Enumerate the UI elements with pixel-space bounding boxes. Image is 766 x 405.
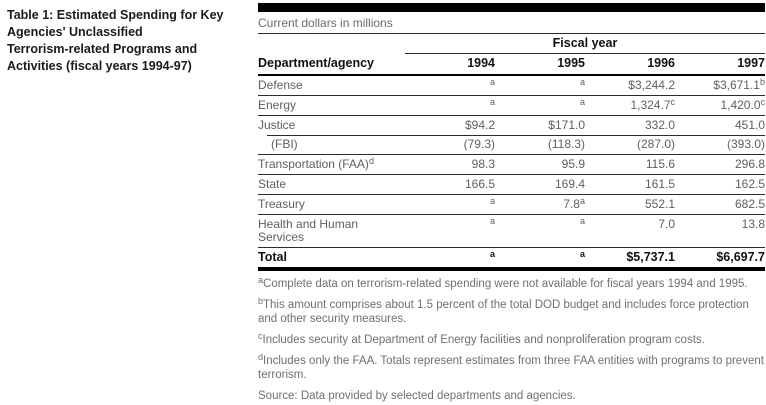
table-row-justice: Justice $94.2 $171.0 332.0 451.0 [258,115,765,135]
source-line: Source: Data provided by selected departments and agencies. [258,390,576,402]
column-header-department: Department/agency [258,56,375,70]
table-row-defense: Defense $^a$ $^a$ $3,244.2 $3,671.1$^b$ [258,77,765,92]
table-caption-line: Agencies' Unclassified [7,25,143,39]
spending-table [258,3,765,403]
table-row-energy: Energy $^a$ $^a$ 1,324.7$^c$ 1,420.0$^c$ [258,95,765,115]
table-row-fbi: (FBI) (79.3) (118.3) (287.0) (393.0) [258,135,765,154]
footnote-marker: a [579,77,585,87]
row-label: (FBI) [271,137,298,151]
fiscal-year-spanner [405,34,765,54]
row-label: Transportation (FAA) [258,157,369,171]
table-caption-line: Activities (fiscal years 1994-97) [7,59,192,73]
footnote-marker: a [579,97,585,107]
row-label-line2: Services [258,230,305,244]
footnote-marker: d [258,352,264,362]
footnote-b: $^b$This amount comprises about 1.5 percent of the total DOD budget and includes force protection and other security measures. [258,296,749,325]
footnote-marker: b [258,296,264,306]
table-row-treasury: Treasury $^a$ 7.8$^a$ 552.1 682.5 [258,194,765,214]
units-label: Current dollars in millions [258,16,765,34]
row-label: Energy [258,98,297,112]
row-label: Defense [258,78,303,92]
table-caption-line: Terrorism-related Programs and [7,42,198,56]
footnote-marker: a [489,196,495,206]
table-row-health-human-services: Health and Human Services $^a$ $^a$ 7.0 13.8 [258,214,765,247]
row-label: State [258,177,287,191]
footnote-marker: a [579,196,585,206]
fiscal-year-label: Fiscal year [552,36,618,50]
table-caption-line: Table 1: Estimated Spending for Key [7,8,224,22]
column-header-1997: 1997 [737,56,765,70]
footnote-c: $^c$Includes security at Department of Energy facilities and nonproliferation program costs. [258,331,705,346]
table-row-total: Total $^a$ $^a$ $5,737.1 $6,697.7 [258,247,765,271]
footnote-marker: d [368,156,374,166]
table-row-transportation: Transportation (FAA)$^d$ 98.3 95.9 115.6 296.8 [258,154,765,174]
footnote-marker: b [759,77,765,87]
table-top-rule [258,3,765,12]
footnote-marker: c [258,331,263,341]
footnote-marker: a [489,97,495,107]
row-label: Justice [258,118,296,132]
footnote-d: $^d$Includes only the FAA. Totals represent estimates from three FAA entities with programs to prevent terrorism. [258,352,764,381]
row-label: Total [258,250,287,264]
column-header-1996: 1996 [647,56,675,70]
footnote-marker: a [489,77,495,87]
footnote-marker: a [489,216,495,226]
footnotes-section [258,277,765,403]
footnote-marker: a [258,275,264,285]
footnote-marker: a [579,249,585,259]
table-row-state: State 166.5 169.4 161.5 162.5 [258,174,765,194]
column-header-1995: 1995 [557,56,585,70]
row-label: Health and Human [258,217,359,231]
footnote-marker: a [489,249,495,259]
column-header-1994: 1994 [467,56,495,70]
footnote-marker: a [579,216,585,226]
footnote-marker: c [760,97,765,107]
table-header-row [258,54,765,76]
table-caption [7,7,257,75]
row-label: Treasury [258,197,305,211]
footnote-marker: c [670,97,675,107]
footnote-a: $^a$Complete data on terrorism-related spending were not available for fiscal years 1994 and 1995. [258,275,748,290]
